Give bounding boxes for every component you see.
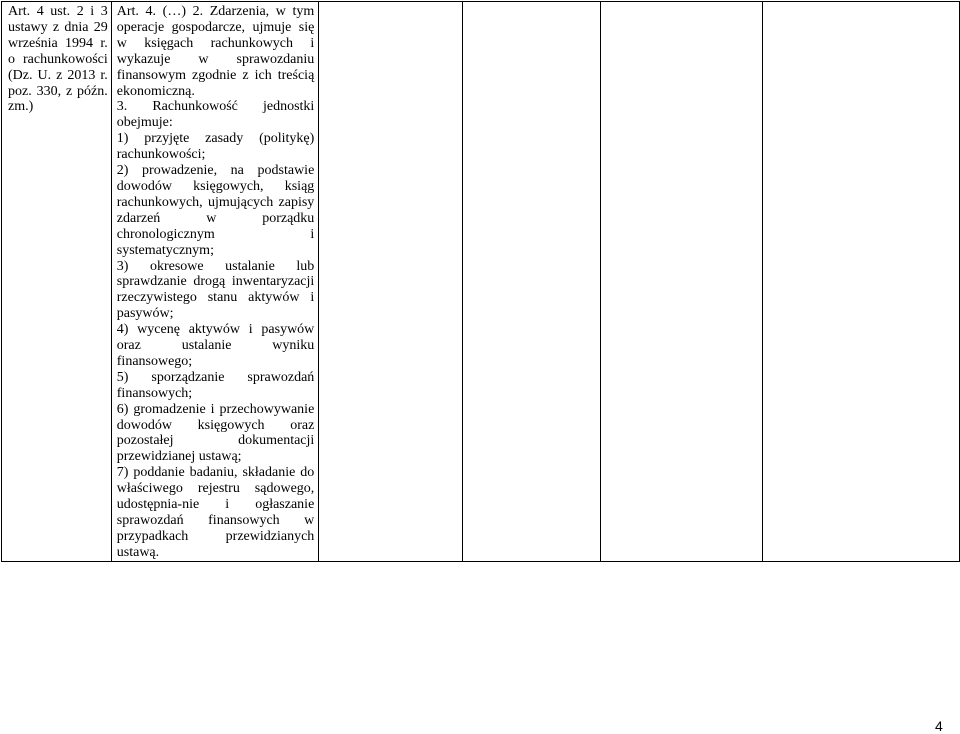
- provision-text-cell: [111, 2, 319, 562]
- provision-paragraph: 7) poddanie badaniu, składanie do właściwego rejestru sądowego, udostępnia-nie i ogłaszanie sprawozdań finansowych w przypadkach przewidzianych ustawą.: [116, 465, 315, 560]
- provision-paragraph: 5) sporządzanie sprawozdań finansowych;: [116, 369, 315, 401]
- legal-basis-cell: [2, 2, 112, 562]
- page-number: 4: [935, 718, 943, 734]
- legal-basis-text: Art. 4 ust. 2 i 3 ustawy z dnia 29 września 1994 r. o rachunkowości (Dz. U. z 2013 r. poz. 330, z późn. zm.): [8, 4, 108, 115]
- empty-cell: [601, 2, 763, 562]
- empty-cell: [762, 2, 959, 562]
- empty-cell: [319, 2, 463, 562]
- table-row: [2, 2, 960, 562]
- provision-text: [117, 4, 315, 561]
- provision-paragraph: Art. 4. (…) 2. Zdarzenia, w tym operacje gospodarcze, ujmuje się w księgach rachunkowych i wykazuje w sprawozdaniu finansowym zgodnie z ich treścią ekonomiczną.: [116, 4, 315, 99]
- provision-paragraph: 2) prowadzenie, na podstawie dowodów księgowych, ksiąg rachunkowych, ujmujących zapisy zdarzeń w porządku chronologicznym i systematycznym;: [116, 163, 315, 258]
- provision-paragraph: 1) przyjęte zasady (politykę) rachunkowości;: [116, 131, 315, 163]
- provision-paragraph: 4) wycenę aktywów i pasywów oraz ustalanie wyniku finansowego;: [116, 322, 315, 369]
- provision-paragraph: 6) gromadzenie i przechowywanie dowodów księgowych oraz pozostałej dokumentacji przewidzianej ustawą;: [116, 401, 315, 465]
- provision-paragraph: 3) okresowe ustalanie lub sprawdzanie drogą inwentaryzacji rzeczywistego stanu aktywów i pasywów;: [116, 258, 315, 322]
- empty-cell: [463, 2, 601, 562]
- document-table: [1, 1, 960, 562]
- provision-paragraph: 3. Rachunkowość jednostki obejmuje:: [116, 99, 315, 131]
